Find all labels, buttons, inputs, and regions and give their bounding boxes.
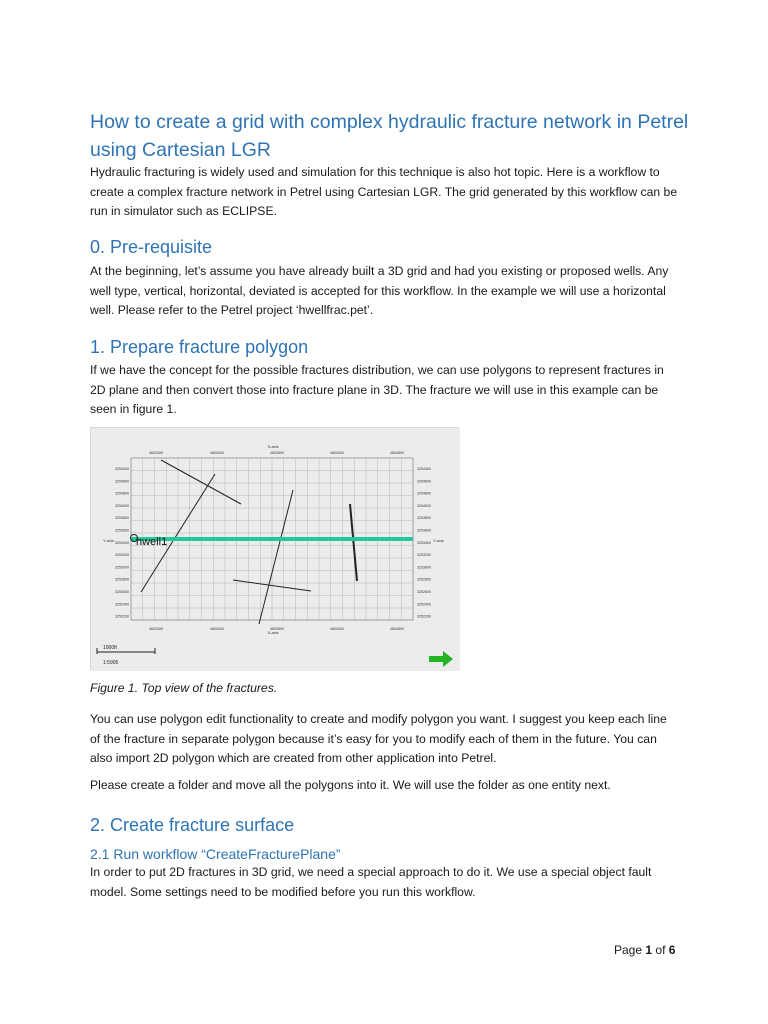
intro-paragraph: Hydraulic fracturing is widely used and simulation for this technique is also hot topic. Here is a workflow to create a complex fracture network in Petrel using Cartesian LGR. The grid generated by this workflow can be run in simulator such as ECLIPSE. xyxy=(90,165,678,218)
y-tick-label-right: 3252800 xyxy=(417,577,431,582)
y-tick-label-left: 3254000 xyxy=(115,503,129,508)
section-heading-fracture-surface: 2. Create fracture surface xyxy=(90,815,295,835)
y-tick-label-right: 3253200 xyxy=(417,553,431,558)
figure-caption: Figure 1. Top view of the fractures. xyxy=(90,681,278,695)
y-tick-label-right: 3252400 xyxy=(417,602,431,607)
y-tick-label-left: 3253200 xyxy=(115,553,129,558)
x-tick-label-bottom: 4602500 xyxy=(149,627,163,631)
y-tick-label-right: 3254800 xyxy=(417,491,431,496)
well-label: hwell1 xyxy=(136,536,168,548)
y-tick-label-left: 3254400 xyxy=(115,467,129,471)
page-footer xyxy=(614,943,675,957)
y-tick-label-left: 3253000 xyxy=(115,565,129,570)
y-tick-label-right: 3252200 xyxy=(417,614,431,619)
x-tick-label-top: 4603000 xyxy=(210,451,224,455)
y-tick-label-right: 3253400 xyxy=(417,540,431,545)
y-axis-label-right: Y-axis xyxy=(433,538,444,543)
footer-page-number: 1 xyxy=(645,943,653,957)
x-tick-label-top: 4604500 xyxy=(390,451,404,455)
y-tick-label-right: 3254000 xyxy=(417,503,431,508)
x-axis-label-top: X-axis xyxy=(267,444,279,449)
y-tick-label-right: 3254400 xyxy=(417,467,431,471)
x-tick-label-top: 4604000 xyxy=(330,451,344,455)
y-tick-label-left: 3253800 xyxy=(115,516,129,521)
y-tick-label-left: 3252200 xyxy=(115,614,129,619)
y-tick-label-right: 3252600 xyxy=(417,590,431,594)
y-tick-label-left: 3253400 xyxy=(115,540,129,545)
footer-of-word: of xyxy=(655,943,666,957)
scale-bar-label: 1000ft xyxy=(103,645,117,651)
y-tick-label-left: 3252800 xyxy=(115,577,129,582)
fracture-map xyxy=(91,428,460,671)
y-tick-label-right: 3253000 xyxy=(417,565,431,570)
workflow-paragraph: In order to put 2D fractures in 3D grid, we need a special approach to do it. We use a special object fault model. Some settings need to be modified before you run this workflow. xyxy=(90,865,652,899)
x-axis-label-bottom: X-axis xyxy=(267,630,279,635)
y-tick-label-left: 3252600 xyxy=(115,590,129,594)
x-tick-label-bottom: 4603000 xyxy=(210,627,224,631)
folder-paragraph: Please create a folder and move all the polygons into it. We will use the folder as one entity next. xyxy=(90,778,611,792)
x-tick-label-bottom: 4604500 xyxy=(390,627,404,631)
subsection-heading-workflow: 2.1 Run workflow “CreateFracturePlane” xyxy=(90,846,341,862)
footer-page-word: Page xyxy=(614,943,643,957)
y-tick-label-left: 3254800 xyxy=(115,491,129,496)
prerequisite-paragraph: At the beginning, let’s assume you have already built a 3D grid and had you existing or proposed wells. Any well type, vertical, horizontal, deviated is accepted for this workflow. In the example we will use a horizontal well. Please refer to the Petrel project ‘hwellfrac.pet’. xyxy=(90,264,669,317)
x-tick-label-bottom: 4603500 xyxy=(270,627,284,631)
x-tick-label-top: 4602500 xyxy=(149,451,163,455)
y-tick-label-left: 3253600 xyxy=(115,528,129,533)
y-tick-label-left: 3254600 xyxy=(115,479,129,484)
x-tick-label-bottom: 4604000 xyxy=(330,627,344,631)
scale-ratio: 1:5905 xyxy=(103,660,119,666)
polygon-edit-paragraph: You can use polygon edit functionality to create and modify polygon you want. I suggest you keep each line of the fracture in separate polygon because it’s easy for you to modify each of them in the future. You can also import 2D polygon which are created from other application into Petrel. xyxy=(90,712,667,765)
x-tick-label-top: 4603500 xyxy=(270,451,284,455)
footer-page-total: 6 xyxy=(668,943,676,957)
y-tick-label-right: 3253600 xyxy=(417,528,431,533)
prepare-polygon-paragraph: If we have the concept for the possible fractures distribution, we can use polygons to represent fractures in 2D plane and then convert those into fracture plane in 3D. The fracture we will use in this example can be seen in figure 1. xyxy=(90,363,664,416)
page-title: How to create a grid with complex hydraulic fracture network in Petrel using Cartesian LGR xyxy=(90,111,689,161)
section-heading-prepare-polygon: 1. Prepare fracture polygon xyxy=(90,337,309,357)
section-heading-prerequisite: 0. Pre-requisite xyxy=(90,237,213,257)
y-axis-label-left: Y-axis xyxy=(103,538,114,543)
y-tick-label-right: 3254600 xyxy=(417,479,431,484)
y-tick-label-left: 3252400 xyxy=(115,602,129,607)
y-tick-label-right: 3253800 xyxy=(417,516,431,521)
figure-fracture-top-view xyxy=(90,427,459,670)
